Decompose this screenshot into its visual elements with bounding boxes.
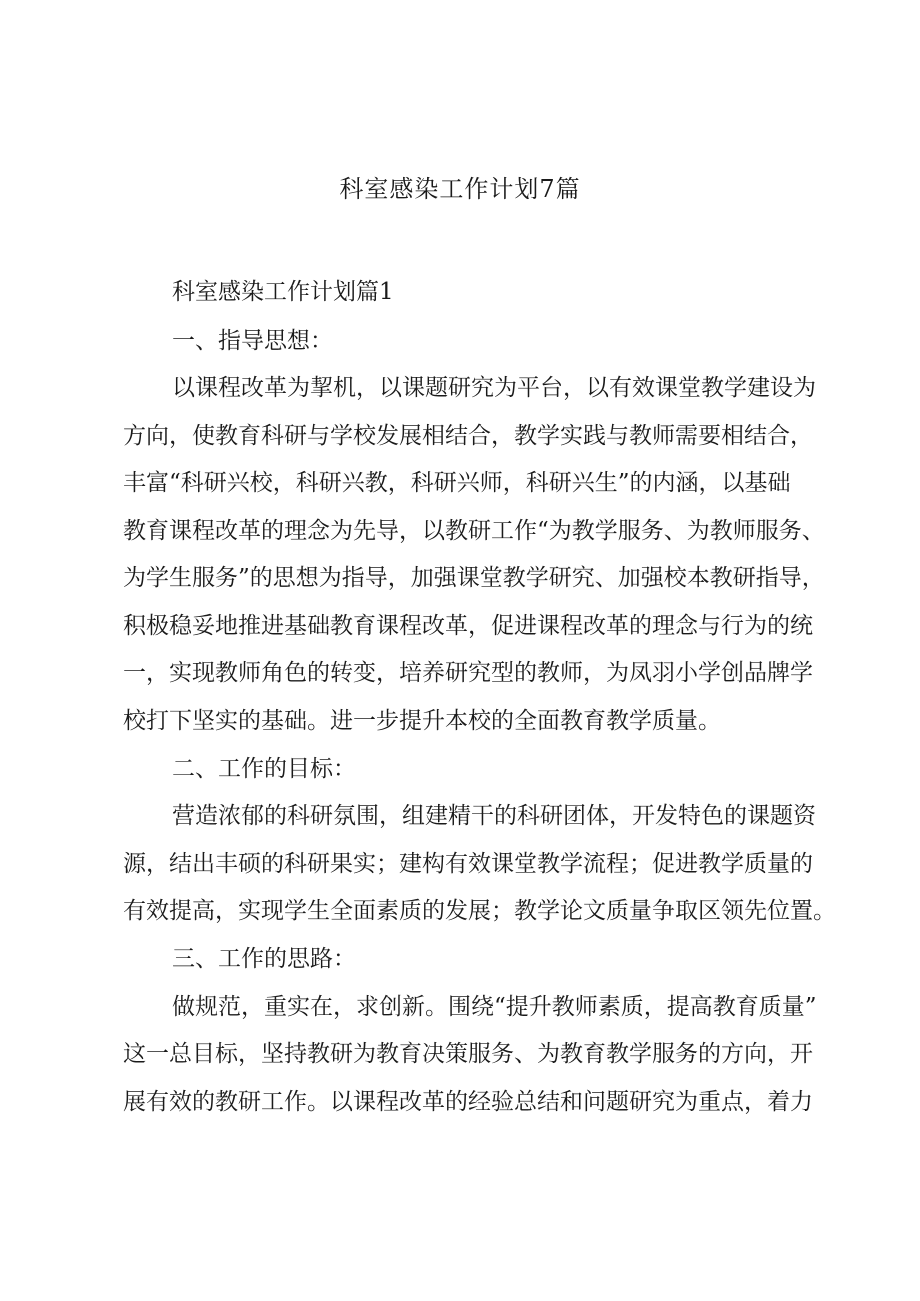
paragraph-line: 以课程改革为挈机，以课题研究为平台，以有效课堂教学建设为 [172,375,816,401]
document-title: 科室感染工作计划7篇 [339,175,581,203]
paragraph-line: 有效提高，实现学生全面素质的发展；教学论文质量争取区领先位置。 [123,898,836,924]
paragraph-line: 校打下坚实的基础。进一步提升本校的全面教育教学质量。 [123,708,721,734]
paragraph-line: 源，结出丰硕的科研果实；建构有效课堂教学流程；促进教学质量的 [123,851,813,877]
paragraph-line: 一，实现教师角色的转变，培养研究型的教师，为凤羽小学创品牌学 [123,660,813,686]
paragraph-line: 教育课程改革的理念为先导，以教研工作“为教学服务、为教师服务、 [123,518,825,544]
paragraph-line: 为学生服务”的思想为指导，加强课堂教学研究、加强校本教研指导， [123,565,825,591]
paragraph-line: 营造浓郁的科研氛围，组建精干的科研团体，开发特色的课题资 [172,803,816,829]
heading-work-approach: 三、工作的思路： [172,946,356,972]
heading-guiding-thought: 一、指导思想： [172,328,333,354]
heading-work-goals: 二、工作的目标： [172,756,356,782]
paragraph-line: 积极稳妥地推进基础教育课程改革，促进课程改革的理念与行为的统 [123,613,813,639]
paragraph-line: 这一总目标，坚持教研为教育决策服务、为教育教学服务的方向，开 [123,1041,813,1067]
paragraph-line: 丰富“科研兴校，科研兴教，科研兴师，科研兴生”的内涵，以基础 [123,470,791,496]
paragraph-line: 方向，使教育科研与学校发展相结合，教学实践与教师需要相结合， [123,423,813,449]
paragraph-line: 做规范，重实在，求创新。围绕“提升教师素质，提高教育质量” [172,994,817,1020]
section-heading-plan-1: 科室感染工作计划篇1 [172,279,394,305]
paragraph-line: 展有效的教研工作。以课程改革的经验总结和问题研究为重点，着力 [123,1089,813,1115]
